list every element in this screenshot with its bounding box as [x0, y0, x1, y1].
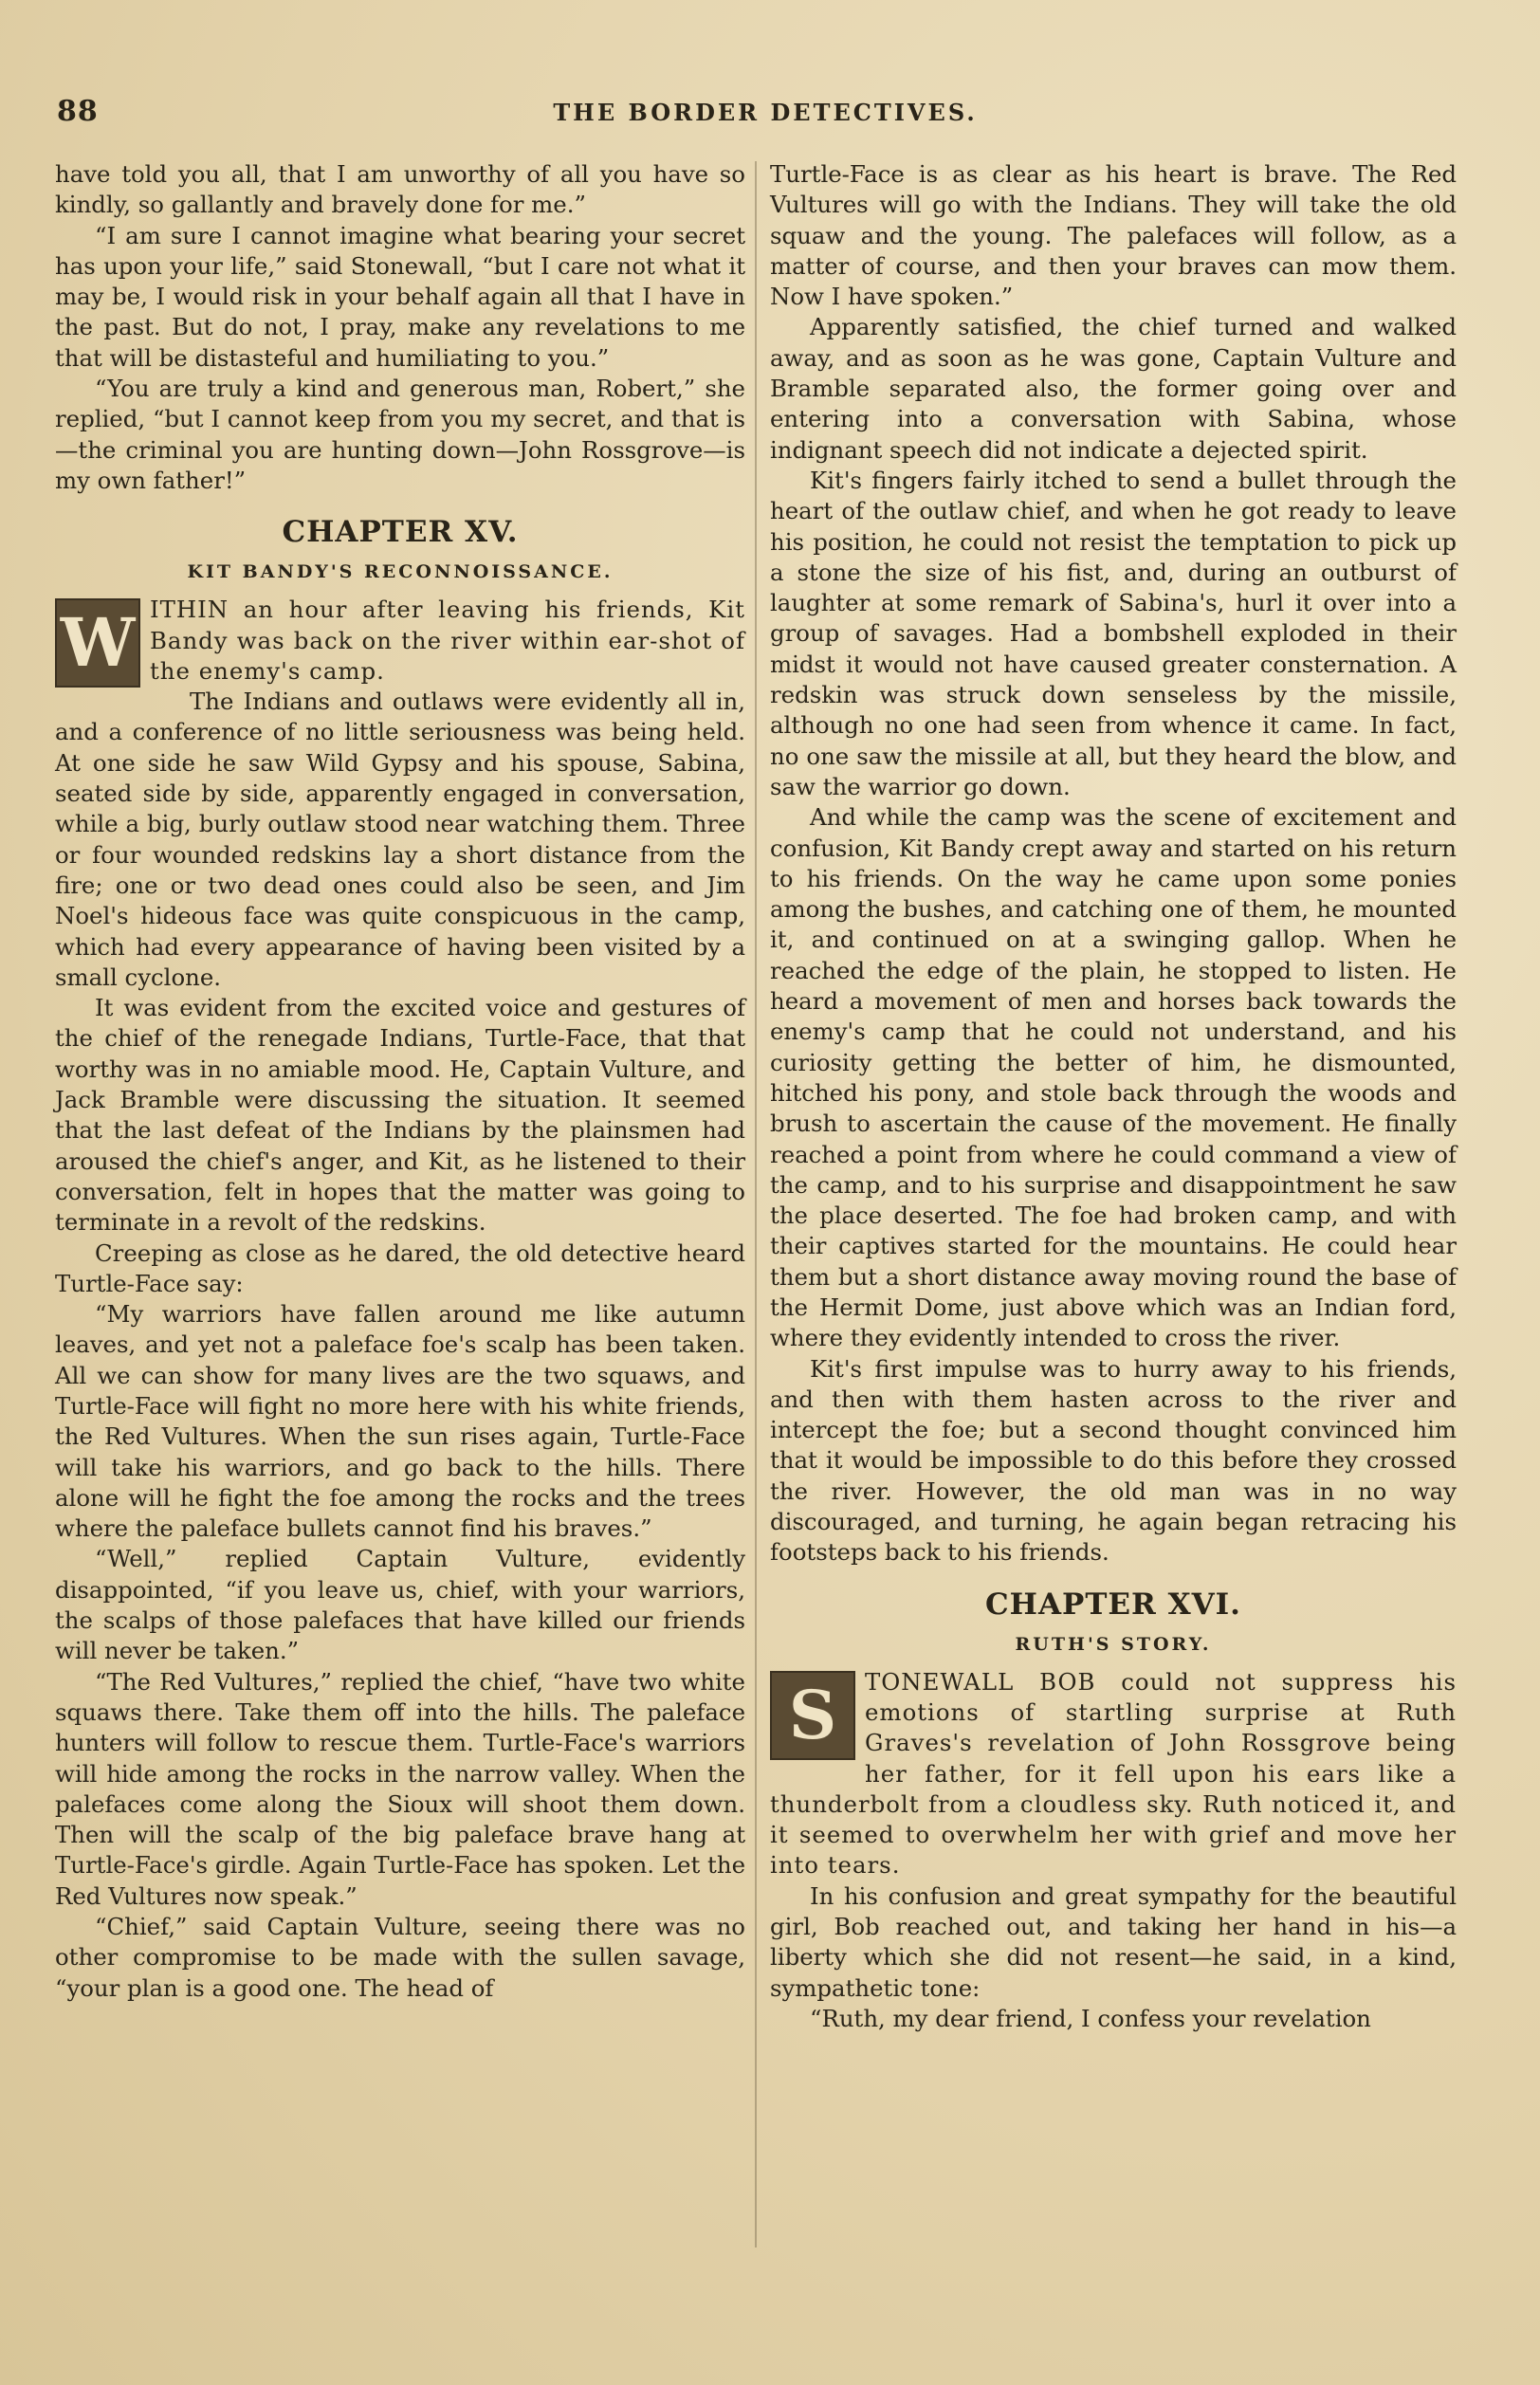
- paragraph: Apparently satisfied, the chief turned and walked away, and as soon as he was gone, Captain Vulture and Bramble separated also, the former going over and entering into a conversation with Sabina, whose indignant speech did not indicate a dejected spirit.: [770, 313, 1457, 464]
- paragraph: Turtle-Face is as clear as his heart is brave. The Red Vultures will go with the Indians. They will take the old squaw and the young. The palefaces will follow, as a matter of course, and then your braves can mow them. Now I have spoken.”: [770, 160, 1457, 311]
- paragraph: “Chief,” said Captain Vulture, seeing there was no other compromise to be made with the sullen savage, “your plan is a good one. The head of: [55, 1913, 745, 2002]
- lead-text: TONEWALL BOB could not suppress his emotions of startling surprise at Ruth Graves's revelation of John Rossgrove being her father, for it fell upon his ears like a thunderbolt from a cloudless sky. Ruth noticed it, and it seemed to overwhelm her with grief and move her into tears.: [770, 1667, 1457, 1880]
- running-title: THE BORDER DETECTIVES.: [553, 99, 978, 126]
- column-rule: [755, 161, 757, 2247]
- drop-cap-letter: S: [770, 1671, 855, 1760]
- left-column: [55, 159, 745, 2004]
- paragraph: And while the camp was the scene of excitement and confusion, Kit Bandy crept away and started on his return to his friends. On the way he came upon some ponies among the bushes, and catching one of them, he mounted it, and continued on at a swinging gallop. When he reached the edge of the plain, he stopped to listen. He heard a movement of men and horses back towards the enemy's camp that he could not understand, and his curiosity getting the better of him, he dismounted, hitched his pony, and stole back through the woods and brush to ascertain the cause of the movement. He finally reached a point from where he could command a view of the camp, and to his surprise and disappointment he saw the place deserted. The foe had broken camp, and with their captives started for the mountains. He could hear them but a short distance away moving round the base of the Hermit Dome, just above which was an Indian ford, where they evidently intended to cross the river.: [770, 803, 1457, 1352]
- paragraph: “Well,” replied Captain Vulture, evidently disappointed, “if you leave us, chief, with your warriors, the scalps of those palefaces that have killed our friends will never be taken.”: [55, 1545, 745, 1665]
- paragraph: The Indians and outlaws were evidently all in, and a conference of no little seriousness was being held. At one side he saw Wild Gypsy and his spouse, Sabina, seated side by side, apparently engaged in conversation, while a big, burly outlaw stood near watching them. Three or four wounded redskins lay a short distance from the fire; one or two dead ones could also be seen, and Jim Noel's hideous face was quite conspicuous in the camp, which had every appearance of having been visited by a small cyclone.: [55, 688, 745, 991]
- chapter-lead-paragraph: [770, 1667, 1457, 1881]
- paragraph: It was evident from the excited voice and gestures of the chief of the renegade Indians, Turtle-Face, that that worthy was in no amiable mood. He, Captain Vulture, and Jack Bramble were discussing the situation. It seemed that the last defeat of the Indians by the plainsmen had aroused the chief's anger, and Kit, as he listened to their conversation, felt in hopes that the matter was going to terminate in a revolt of the redskins.: [55, 994, 745, 1237]
- paragraph: have told you all, that I am unworthy of all you have so kindly, so gallantly and bravely done for me.”: [55, 160, 745, 219]
- chapter-title: CHAPTER XVI.: [985, 1587, 1241, 1622]
- paragraph: Creeping as close as he dared, the old detective heard Turtle-Face say:: [55, 1238, 745, 1297]
- right-column: [770, 159, 1457, 2034]
- chapter-lead-paragraph: [55, 595, 745, 687]
- paragraph: “My warriors have fallen around me like autumn leaves, and yet not a paleface foe's scalp has been taken. All we can show for many lives are the two squaws, and Turtle-Face will fight no more here with his white friends, the Red Vultures. When the sun rises again, Turtle-Face will take his warriors, and go back to the hills. There alone will he fight the foe among the rocks and the trees where the paleface bullets cannot find his braves.”: [55, 1300, 745, 1543]
- paragraph: Kit's fingers fairly itched to send a bullet through the heart of the outlaw chief, and when he got ready to leave his position, he could not resist the temptation to pick up a stone the size of his fist, and, during an outburst of laughter at some remark of Sabina's, hurl it over into a group of savages. Had a bombshell exploded in their midst it would not have caused greater consternation. A redskin was struck down senseless by the missile, although no one had seen from whence it came. In fact, no one saw the missile at all, but they heard the blow, and saw the warrior go down.: [770, 466, 1457, 800]
- paragraph: “The Red Vultures,” replied the chief, “have two white squaws there. Take them off into the hills. The paleface hunters will follow to rescue them. Turtle-Face's warriors will hide among the rocks in the narrow valley. When the palefaces come along the Sioux will shoot them down. Then will the scalp of the big paleface brave hang at Turtle-Face's girdle. Again Turtle-Face has spoken. Let the Red Vultures now speak.”: [55, 1667, 745, 1910]
- paragraph: “I am sure I cannot imagine what bearing your secret has upon your life,” said Stonewall, “but I care not what it may be, I would risk in your behalf again all that I have in the past. But do not, I pray, make any revelations to me that will be distasteful and humiliating to you.”: [55, 221, 745, 372]
- paragraph: In his confusion and great sympathy for the beautiful girl, Bob reached out, and taking her hand in his—a liberty which she did not resent—he said, in a kind, sympathetic tone:: [770, 1881, 1457, 2002]
- page-number: 88: [57, 95, 99, 128]
- paragraph: “You are truly a kind and generous man, Robert,” she replied, “but I cannot keep from you my secret, and that is—the criminal you are hunting down—John Rossgrove—is my own father!”: [55, 375, 745, 494]
- drop-cap-letter: W: [55, 598, 140, 688]
- lead-text: ITHIN an hour after leaving his friends, Kit Bandy was back on the river within ear-shot of the enemy's camp.: [150, 596, 745, 685]
- paragraph: Kit's first impulse was to hurry away to his friends, and then with them hasten across to the river and intercept the foe; but a second thought convinced him that it would be impossible to do this before they crossed the river. However, the old man was in no way discouraged, and turning, he again began retracing his footsteps back to his friends.: [770, 1354, 1457, 1567]
- chapter-title: CHAPTER XV.: [282, 515, 519, 550]
- chapter-subtitle: RUTH'S STORY.: [1015, 1633, 1212, 1655]
- chapter-subtitle: KIT BANDY'S RECONNOISSANCE.: [187, 561, 614, 583]
- paragraph: “Ruth, my dear friend, I confess your revelation: [810, 2004, 1371, 2032]
- running-header: [57, 95, 1474, 133]
